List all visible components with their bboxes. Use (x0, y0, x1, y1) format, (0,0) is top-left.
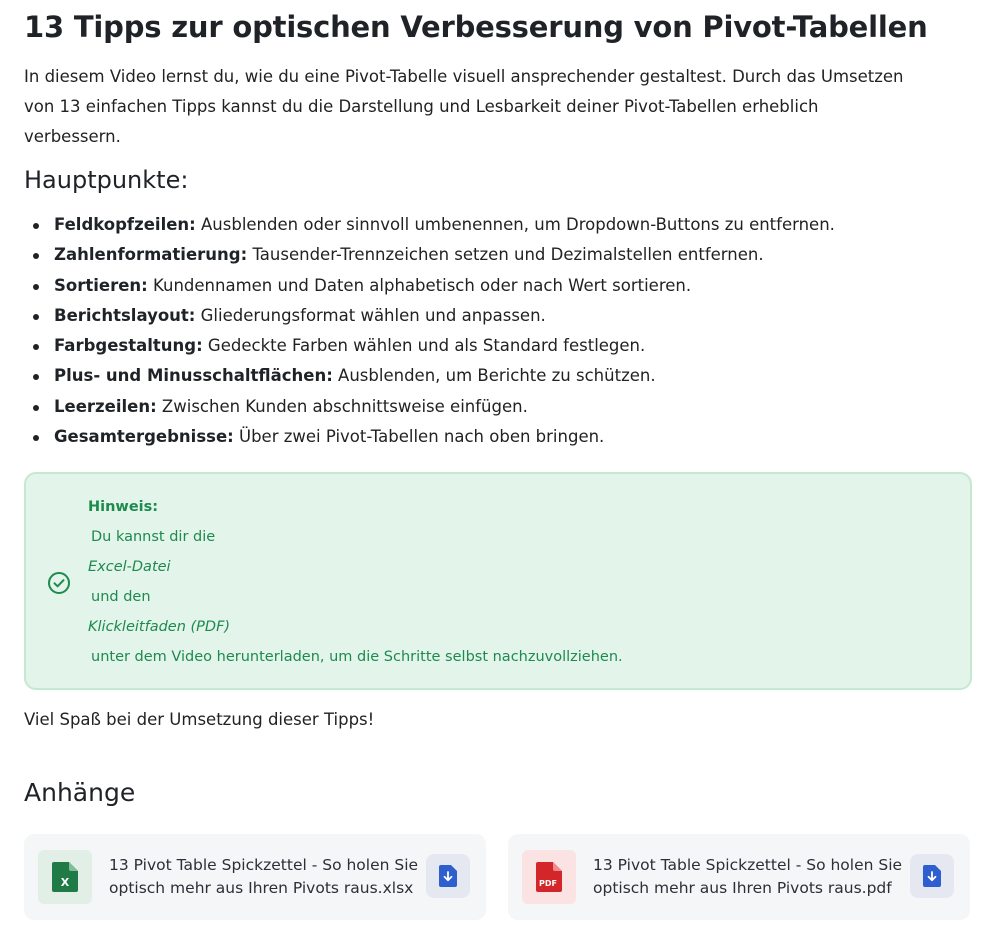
list-item (24, 392, 835, 422)
attachment-card-xlsx[interactable] (24, 834, 486, 920)
point-text: Ausblenden, um Berichte zu schützen. (332, 366, 656, 386)
point-term: Feldkopfzeilen: (54, 215, 196, 234)
excel-badge-text: X (60, 876, 70, 889)
excel-file-icon (38, 850, 92, 904)
pdf-file-icon (522, 850, 576, 904)
main-points-list (24, 210, 835, 452)
point-text: Zwischen Kunden abschnittsweise einfügen. (156, 396, 528, 416)
list-item (24, 331, 835, 361)
pdf-guide-link[interactable]: Klickleitfaden (PDF) (88, 619, 231, 635)
bullet-icon (33, 344, 39, 350)
list-item (24, 240, 835, 270)
point-text: Gliederungsformat wählen und anpassen. (195, 305, 546, 325)
point-term: Leerzeilen: (54, 396, 157, 416)
attachments-heading: Anhänge (24, 778, 136, 807)
bullet-icon (33, 253, 39, 259)
pdf-badge-text: PDF (539, 879, 557, 888)
bullet-icon (33, 223, 39, 229)
bullet-icon (33, 374, 39, 380)
attachment-name (109, 854, 429, 900)
list-item (24, 210, 835, 240)
intro-line: von 13 einfachen Tipps kannst du die Darstellung und Lesbarkeit deiner Pivot-Tabellen erheblich (24, 97, 819, 116)
list-item (24, 422, 835, 452)
download-icon (439, 865, 457, 887)
bullet-icon (33, 284, 39, 290)
list-item (24, 301, 835, 331)
download-button[interactable] (426, 854, 470, 898)
hint-text: Du kannst dir die (91, 529, 216, 545)
point-term: Zahlenformatierung: (54, 245, 248, 265)
page-title: 13 Tipps zur optischen Verbesserung von Pivot-Tabellen (24, 10, 928, 44)
point-text: Gedeckte Farben wählen und als Standard festlegen. (202, 336, 646, 356)
attachment-name-line: optisch mehr aus Ihren Pivots raus.pdf (593, 879, 892, 897)
attachment-name-line: 13 Pivot Table Spickzettel - So holen Sie (593, 856, 903, 874)
intro-line: verbessern. (24, 127, 121, 146)
attachment-card-pdf[interactable] (508, 834, 970, 920)
attachment-name-line: 13 Pivot Table Spickzettel - So holen Sie (109, 856, 419, 874)
intro-paragraph (24, 62, 969, 152)
closing-text: Viel Spaß bei der Umsetzung dieser Tipps! (24, 710, 375, 729)
point-term: Plus- und Minusschaltflächen: (54, 366, 333, 386)
main-points-heading: Hauptpunkte: (24, 166, 189, 194)
hint-label: Hinweis: (88, 499, 159, 515)
bullet-icon (33, 405, 39, 411)
point-term: Gesamtergebnisse: (54, 427, 234, 447)
bullet-icon (33, 314, 39, 320)
bullet-icon (33, 435, 39, 441)
point-term: Sortieren: (54, 275, 148, 295)
download-icon (923, 865, 941, 887)
point-term: Farbgestaltung: (54, 336, 203, 356)
hint-text: und den (91, 589, 151, 605)
list-item (24, 271, 835, 301)
attachment-name-line: optisch mehr aus Ihren Pivots raus.xlsx (109, 879, 414, 897)
point-text: Tausender-Trennzeichen setzen und Dezimalstellen entfernen. (247, 245, 764, 265)
point-term: Berichtslayout: (54, 305, 196, 325)
hint-text: unter dem Video herunterladen, um die Schritte selbst nachzuvollziehen. (91, 649, 623, 665)
check-circle-icon (47, 571, 71, 595)
point-text: Ausblenden oder sinnvoll umbenennen, um Dropdown-Buttons zu entfernen. (195, 215, 835, 234)
download-button[interactable] (910, 854, 954, 898)
intro-line: In diesem Video lernst du, wie du eine Pivot-Tabelle visuell ansprechender gestaltest. Durch das Umsetzen (24, 67, 904, 86)
point-text: Über zwei Pivot-Tabellen nach oben bringen. (233, 427, 605, 447)
point-text: Kundennamen und Daten alphabetisch oder nach Wert sortieren. (147, 275, 692, 295)
excel-file-link[interactable]: Excel-Datei (88, 559, 171, 575)
hint-callout (24, 472, 972, 690)
attachment-name (593, 854, 913, 900)
list-item (24, 361, 835, 391)
